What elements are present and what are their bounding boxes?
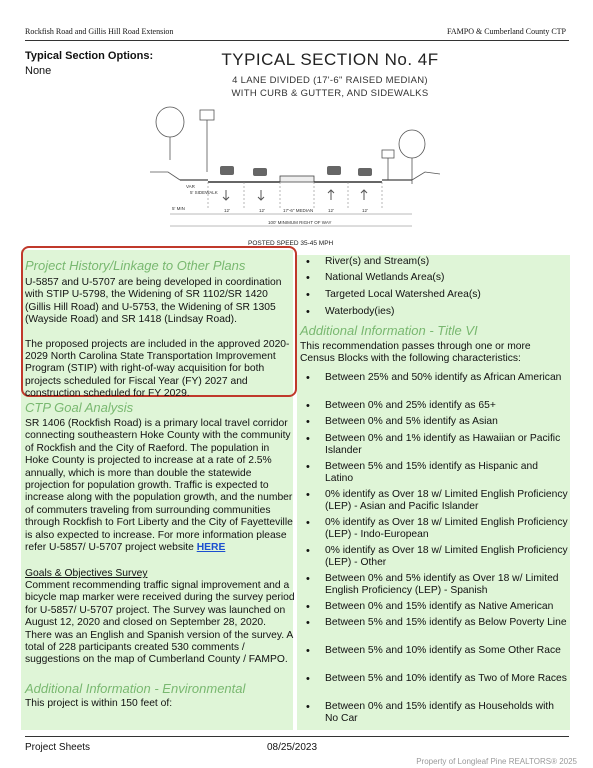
title-vi-intro: This recommendation passes through one or more Census Blocks with the following characteristics: (300, 341, 531, 365)
title-vi-item: • Between 5% and 15% identify as Below Poverty Line (306, 617, 567, 629)
title-vi-item: • 0% identify as Over 18 w/ Limited English Proficiency (LEP) - Indo-European (306, 517, 568, 541)
environmental-intro: This project is within 150 feet of: (25, 698, 173, 709)
title-vi-item: • Between 5% and 15% identify as Hispanic and Latino (306, 461, 538, 485)
label-left-sidewalk: 5' SIDEWALK (190, 190, 218, 195)
env-item: • Targeted Local Watershed Area(s) (306, 289, 481, 301)
env-item: • Waterbody(ies) (306, 306, 395, 318)
typical-section-options-label: Typical Section Options: (25, 50, 154, 62)
title-vi-item: • Between 0% and 5% identify as Over 18 w/ Limited English Proficiency (LEP) - Spanish (306, 573, 559, 597)
lane-dividers (208, 182, 382, 210)
label-posted-speed: POSTED SPEED 35-45 MPH (248, 240, 334, 247)
title-vi-item: • Between 0% and 1% identify as Hawaiian or Pacific Islander (306, 433, 561, 457)
header-agency: FAMPO & Cumberland County CTP (447, 27, 566, 36)
project-history-para-2: The proposed projects are included in the approved 2020-2029 North Carolina State Transportation Improvement Program (STIP) with right-of-way acquisition for both projects scheduled for Fiscal Year (FY) 2027 and construction scheduled for FY 2029. (25, 338, 290, 400)
left-slope (150, 172, 180, 180)
typical-section-subtitle-2: WITH CURB & GUTTER, AND SIDEWALKS (231, 88, 429, 99)
label-median: 17'-6" MEDIAN (283, 208, 314, 213)
ctp-goal-para: SR 1406 (Rockfish Road) is a primary local travel corridor connecting southeastern Hoke County with the community of Rockfish and the City of Raeford. The population in Hoke County is projected to increase at a rate of 2.5% annually, which is more than double the statewide projection for population growth. Traffic is expected to increase along with the population growth, and the number of commuters traveling from surrounding communities through Rockfish to Fort Liberty and the City of Fayetteville is also expected to increase. For more information please refer U-5857/ U-5707 project website (25, 418, 293, 554)
project-history-text (25, 277, 295, 401)
median (280, 176, 314, 182)
title-vi-item: • Between 0% and 15% identify as Native American (306, 601, 554, 613)
header-project-name: Rockfish Road and Gillis Hill Road Extension (25, 27, 174, 36)
typical-section-subtitle-1: 4 LANE DIVIDED (17'-6" RAISED MEDIAN) (232, 75, 428, 86)
footer-divider (25, 736, 569, 737)
label-lane-3: 12' (328, 208, 334, 213)
title-vi-heading: Additional Information - Title VI (300, 323, 478, 338)
tree-left-1 (156, 107, 184, 160)
right-slope (412, 172, 440, 180)
project-history-heading: Project History/Linkage to Other Plans (25, 258, 246, 273)
title-vi-item: • Between 0% and 25% identify as 65+ (306, 400, 496, 412)
goals-survey-text: Comment recommending traffic signal improvement and a bicycle map marker were received during the survey period for U-5857/ U-5707 project. The Survey was launched on August 12, 2020 and closed on September 28, 2020. There was an English and Spanish version of the survey. A total of 228 participants created 530 comments / suggestions on the map of Cumberland County / FAMPO. (25, 580, 295, 666)
cross-section-drawing (150, 102, 440, 250)
title-vi-item: • Between 5% and 10% identify as Two of More Races (306, 673, 567, 685)
title-vi-item: • Between 25% and 50% identify as African American (306, 372, 562, 384)
ctp-goal-heading: CTP Goal Analysis (25, 400, 134, 415)
title-vi-item: • 0% identify as Over 18 w/ Limited English Proficiency (LEP) - Asian and Pacific Islander (306, 489, 568, 513)
title-vi-item: • Between 0% and 15% identify as Households with No Car (306, 701, 554, 725)
typical-section-title: TYPICAL SECTION No. 4F (221, 50, 439, 69)
label-left-var: VAR (186, 184, 195, 189)
title-vi-item: • Between 0% and 5% identify as Asian (306, 416, 498, 428)
tree-right-1 (399, 130, 425, 184)
direction-arrows (223, 190, 367, 200)
header-divider (25, 40, 569, 41)
ctp-goal-text (25, 418, 293, 554)
project-website-link[interactable]: HERE (196, 542, 226, 554)
label-lane-4: 12' (362, 208, 368, 213)
title-vi-item: • Between 5% and 10% identify as Some Other Race (306, 645, 561, 657)
label-lane-1: 12' (224, 208, 230, 213)
environmental-heading: Additional Information - Environmental (25, 681, 246, 696)
page-header (0, 0, 593, 38)
footer-date: 08/25/2023 (267, 742, 318, 753)
env-item: • National Wetlands Area(s) (306, 272, 445, 284)
sign-left (200, 110, 214, 172)
car-right-icon (327, 166, 372, 176)
typical-section-options-value: None (25, 65, 52, 77)
goals-survey-heading: Goals & Objectives Survey (25, 568, 148, 579)
project-history-para-1: U-5857 and U-5707 are being developed in coordination with STIP U-5798, the Widening of SR 1102/SR 1420 (Gillis Hill Road) and U-5753, the Widening of SR 1305 (Wayside Road) and SR 1418 (Lindsay Road). (25, 277, 282, 326)
title-vi-item: • 0% identify as Over 18 w/ Limited English Proficiency (LEP) - Other (306, 545, 568, 569)
env-item: • River(s) and Stream(s) (306, 256, 430, 268)
car-left-icon (220, 166, 267, 176)
sign-right (382, 150, 394, 180)
label-left-dim: 5' MIN (172, 206, 185, 211)
label-row: 100' MINIMUM RIGHT OF WAY (268, 220, 332, 225)
footer-label: Project Sheets (25, 742, 91, 753)
watermark: Property of Longleaf Pine REALTORS® 2025 (416, 757, 577, 766)
label-lane-2: 12' (259, 208, 265, 213)
cross-section-svg (150, 102, 440, 250)
